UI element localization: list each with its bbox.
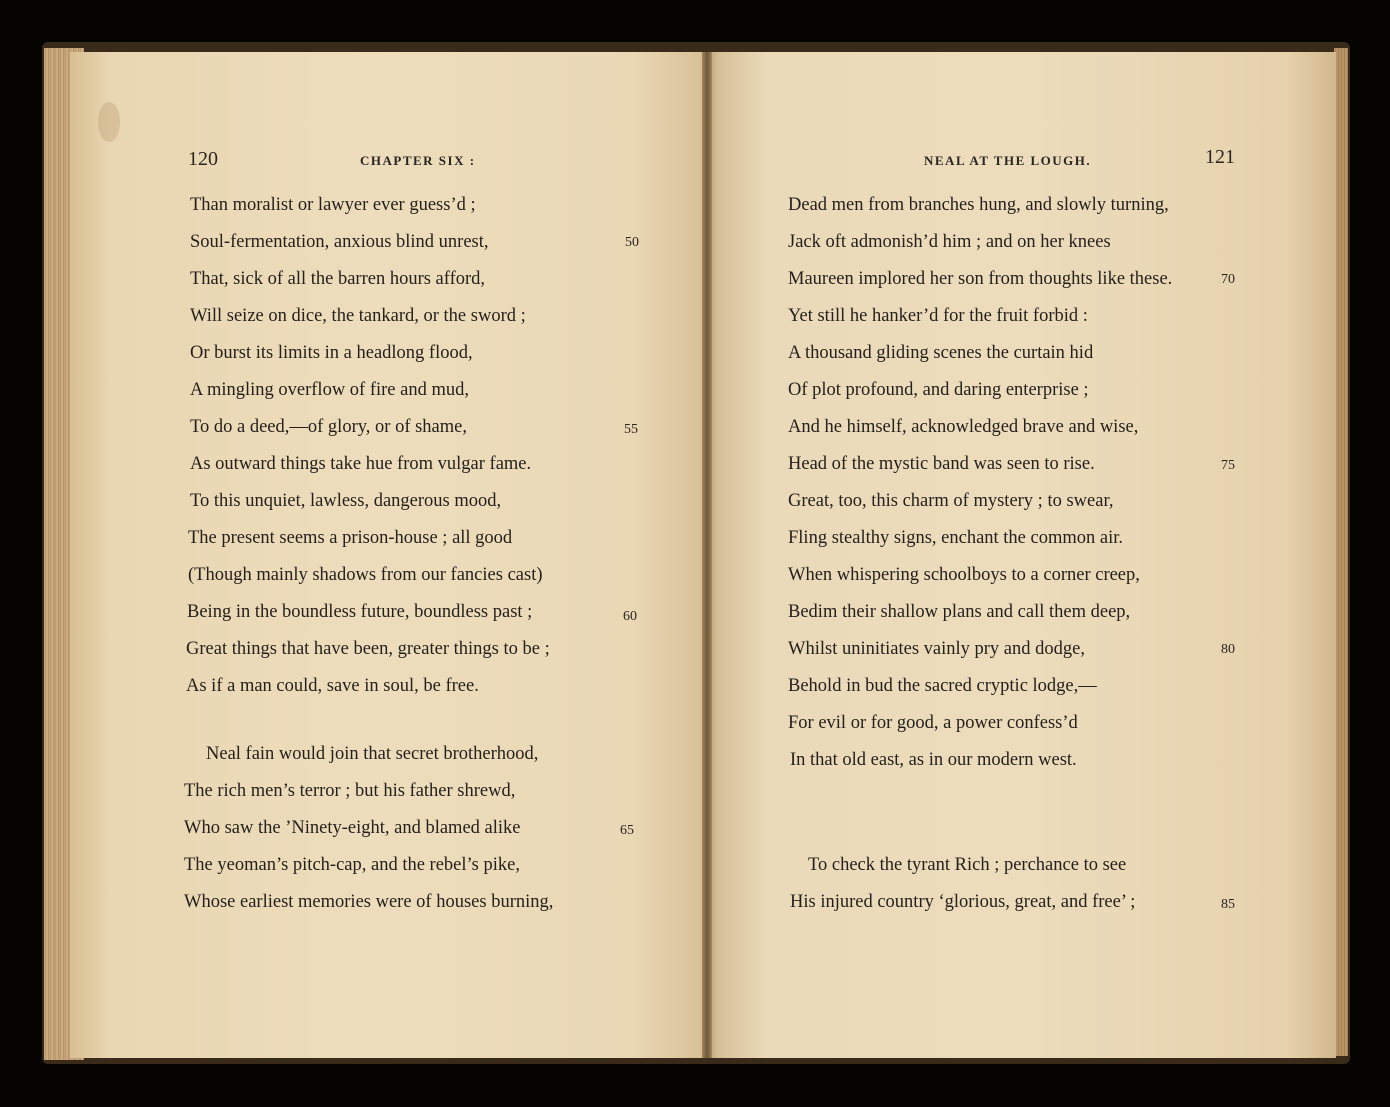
verse-line: Of plot profound, and daring enterprise ;	[788, 380, 1089, 400]
verse-line: Bedim their shallow plans and call them deep,	[788, 602, 1131, 622]
verse-line: Dead men from branches hung, and slowly turning,	[788, 195, 1169, 215]
line-number: 65	[620, 823, 634, 838]
page-number: 121	[1205, 146, 1235, 168]
verse-line: Great things that have been, greater things to be ;	[186, 639, 550, 659]
verse-line: Yet still he hanker’d for the fruit forbid :	[788, 306, 1088, 326]
line-number: 80	[1221, 642, 1235, 657]
page-edges-right	[1334, 48, 1348, 1056]
verse-line: A mingling overflow of fire and mud,	[190, 380, 469, 400]
verse-line: As outward things take hue from vulgar fame.	[190, 454, 532, 474]
verse-line: For evil or for good, a power confess’d	[788, 713, 1078, 733]
verse-line: As if a man could, save in soul, be free.	[186, 676, 479, 696]
line-number: 85	[1221, 897, 1235, 912]
verse-line: Head of the mystic band was seen to rise.	[788, 454, 1095, 474]
foxing-stain	[98, 102, 120, 142]
left-page	[70, 52, 710, 1058]
verse-line: Being in the boundless future, boundless past ;	[187, 602, 533, 622]
line-number: 50	[625, 235, 639, 250]
line-number: 55	[624, 422, 638, 437]
verse-line: The yeoman’s pitch-cap, and the rebel’s pike,	[184, 855, 520, 875]
right-page	[706, 52, 1336, 1058]
verse-line: In that old east, as in our modern west.	[790, 750, 1077, 770]
verse-line: The present seems a prison-house ; all good	[188, 528, 513, 548]
verse-line: (Though mainly shadows from our fancies cast)	[188, 565, 543, 585]
line-number: 60	[623, 609, 637, 624]
running-head: NEAL AT THE LOUGH.	[924, 153, 1092, 168]
running-head: CHAPTER SIX :	[360, 153, 476, 168]
verse-line: Jack oft admonish’d him ; and on her knees	[788, 232, 1111, 252]
line-number: 75	[1221, 458, 1235, 473]
verse-line: Neal fain would join that secret brotherhood,	[206, 744, 539, 764]
verse-line: To this unquiet, lawless, dangerous mood,	[190, 491, 502, 511]
verse-line: Who saw the ’Ninety-eight, and blamed alike	[184, 818, 521, 838]
verse-line: Whilst uninitiates vainly pry and dodge,	[788, 639, 1085, 659]
verse-line: That, sick of all the barren hours afford,	[190, 269, 486, 289]
verse-line: Than moralist or lawyer ever guess’d ;	[190, 195, 476, 215]
verse-line: When whispering schoolboys to a corner creep,	[788, 565, 1140, 585]
verse-line: To do a deed,—of glory, or of shame,	[190, 417, 467, 437]
verse-line: The rich men’s terror ; but his father shrewd,	[184, 781, 516, 801]
verse-line: Will seize on dice, the tankard, or the sword ;	[190, 306, 526, 326]
verse-line: Maureen implored her son from thoughts like these.	[788, 269, 1173, 289]
page-number: 120	[188, 148, 218, 170]
verse-line: Whose earliest memories were of houses burning,	[184, 892, 554, 912]
verse-line: Soul-fermentation, anxious blind unrest,	[190, 232, 489, 252]
verse-line: And he himself, acknowledged brave and wise,	[788, 417, 1139, 437]
verse-line: His injured country ‘glorious, great, and free’ ;	[790, 892, 1136, 912]
verse-line: Or burst its limits in a headlong flood,	[190, 343, 473, 363]
verse-line: To check the tyrant Rich ; perchance to see	[808, 855, 1127, 875]
verse-line: A thousand gliding scenes the curtain hid	[788, 343, 1094, 363]
verse-line: Behold in bud the sacred cryptic lodge,—	[788, 676, 1097, 696]
line-number: 70	[1221, 272, 1235, 287]
verse-line: Great, too, this charm of mystery ; to swear,	[788, 491, 1114, 511]
verse-line: Fling stealthy signs, enchant the common air.	[788, 528, 1124, 548]
book-gutter	[702, 52, 712, 1058]
